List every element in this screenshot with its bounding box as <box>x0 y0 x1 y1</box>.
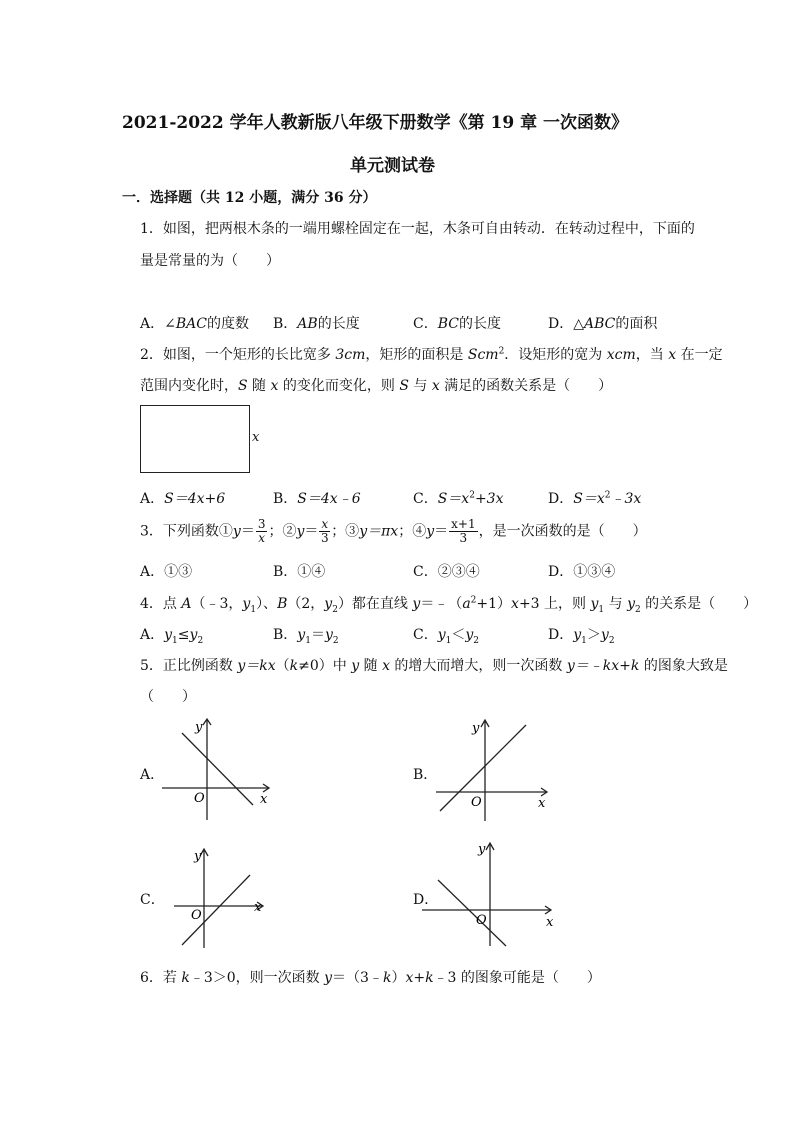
q3-option-d[interactable]: D．①③④ <box>548 564 616 580</box>
q1-c-text: 的长度 <box>458 316 501 332</box>
q3-option-b[interactable]: B．①④ <box>273 564 326 580</box>
q1-option-b[interactable] <box>273 313 360 333</box>
y-axis-label: y <box>194 849 202 864</box>
q1-b-text: 的长度 <box>317 316 360 332</box>
q3-stem: 3．下列函数①y＝ $\frac{3}{x}$ ；②y＝ $\frac{x}{3}$ ；③y＝πx；④y＝ $\frac{x+1}{3}$ ，是一次函数的是（ ） <box>140 517 647 545</box>
q2-option-c[interactable]: C．$S=x^2+3x$ <box>413 490 504 507</box>
q2-rect-label: x <box>252 430 260 445</box>
q5-graph-c[interactable] <box>172 845 272 950</box>
y-axis-label: y <box>472 721 480 736</box>
q5-graph-a[interactable] <box>160 715 275 823</box>
q5-option-d-label[interactable]: D． <box>413 892 439 908</box>
q4-option-b[interactable]: B．$y_1=y_2$ <box>273 627 339 646</box>
q3-option-a[interactable]: A．①③ <box>140 564 193 580</box>
q2-rectangle-figure <box>140 405 250 473</box>
q1-stem-line1: 1．如图，把两根木条的一端用螺栓固定在一起，木条可自由转动．在转动过程中，下面的 <box>140 221 695 237</box>
x-axis-label: x <box>538 796 546 811</box>
page-title: 2021-2022 学年人教新版八年级下册数学《第 19 章 一次函数》 <box>122 113 629 133</box>
origin-label: O <box>476 913 487 928</box>
q4-option-c[interactable]: C．$y_1<y_2$ <box>413 627 480 646</box>
function-line <box>182 733 253 805</box>
q3-fraction-1: $\frac{3}{x}$ <box>257 517 266 545</box>
q1-stem-line2: 量是常量的为（ ） <box>140 253 280 269</box>
q5-option-b-label[interactable]: B． <box>413 767 438 783</box>
q1-d-var: ABC <box>584 316 616 332</box>
x-axis-label: x <box>254 900 262 915</box>
x-axis-label: x <box>546 915 554 930</box>
q1-option-a[interactable] <box>140 313 249 333</box>
q5-option-a-label[interactable]: A． <box>140 767 165 783</box>
q1-b-var: AB <box>297 316 318 332</box>
q3-option-c[interactable]: C．②③④ <box>413 564 480 580</box>
q2-stem-line2: 范围内变化时，S 随 x 的变化而变化，则 S 与 x 满足的函数关系是（ ） <box>140 378 613 394</box>
origin-label: O <box>471 795 482 810</box>
q1-option-c[interactable] <box>413 313 501 333</box>
q4-option-d[interactable]: D．$y_1>y_2$ <box>548 627 615 646</box>
q5-graph-b[interactable] <box>434 715 552 823</box>
section-header: 一．选择题（共 12 小题，满分 36 分） <box>122 190 377 206</box>
q1-d-text: 的面积 <box>615 316 658 332</box>
function-line <box>440 725 526 811</box>
q4-option-a[interactable]: A．$y_1\le y_2$ <box>140 627 204 646</box>
q1-b-prefix: B． <box>273 316 298 332</box>
q5-stem-line2: （ ） <box>140 689 196 705</box>
q5-stem-line1: 5．正比例函数 y＝kx（k≠0）中 y 随 x 的增大而增大，则一次函数 y＝﹣kx+k 的图象大致是 <box>140 658 728 674</box>
q6-stem: 6．若 k﹣3＞0，则一次函数 y＝（3﹣k）x+k﹣3 的图象可能是（ ） <box>140 970 601 986</box>
q1-option-d[interactable] <box>548 313 657 333</box>
q1-c-var: BC <box>437 316 459 332</box>
q2-stem-line1: 2．如图，一个矩形的长比宽多 3cm，矩形的面积是 Scm$^2$．设矩形的宽为 xcm，当 x 在一定 <box>140 346 723 363</box>
q1-a-var: BAC <box>175 316 207 332</box>
q1-c-prefix: C． <box>413 316 438 332</box>
q1-a-text: 的度数 <box>206 316 249 332</box>
y-axis-label: y <box>478 842 486 857</box>
q5-graph-d[interactable] <box>420 838 560 950</box>
y-axis-label: y <box>195 720 203 735</box>
function-line <box>438 880 506 946</box>
q3-fraction-4: $\frac{x+1}{3}$ <box>451 517 476 545</box>
q1-d-prefix: D．△ <box>548 316 584 332</box>
origin-label: O <box>191 908 202 923</box>
origin-label: O <box>194 791 205 806</box>
q4-stem: 4．点 A（﹣3，$y_1$）、B（2，$y_2$）都在直线 $y=﹣(a^2+1)x+3$ 上，则 $y_1$ 与 $y_2$ 的关系是（ ） <box>140 595 758 615</box>
q1-a-prefix: A．∠ <box>140 316 176 332</box>
x-axis-label: x <box>260 792 268 807</box>
q5-option-c-label[interactable]: C． <box>140 892 165 908</box>
page-subtitle: 单元测试卷 <box>350 156 435 176</box>
q2-option-b[interactable]: B．S＝4x﹣6 <box>273 491 361 507</box>
q2-option-a[interactable]: A．S＝4x+6 <box>140 491 226 507</box>
q3-fraction-2: $\frac{x}{3}$ <box>320 517 329 545</box>
q2-option-d[interactable]: D．$S=x^2﹣3x$ <box>548 490 642 507</box>
